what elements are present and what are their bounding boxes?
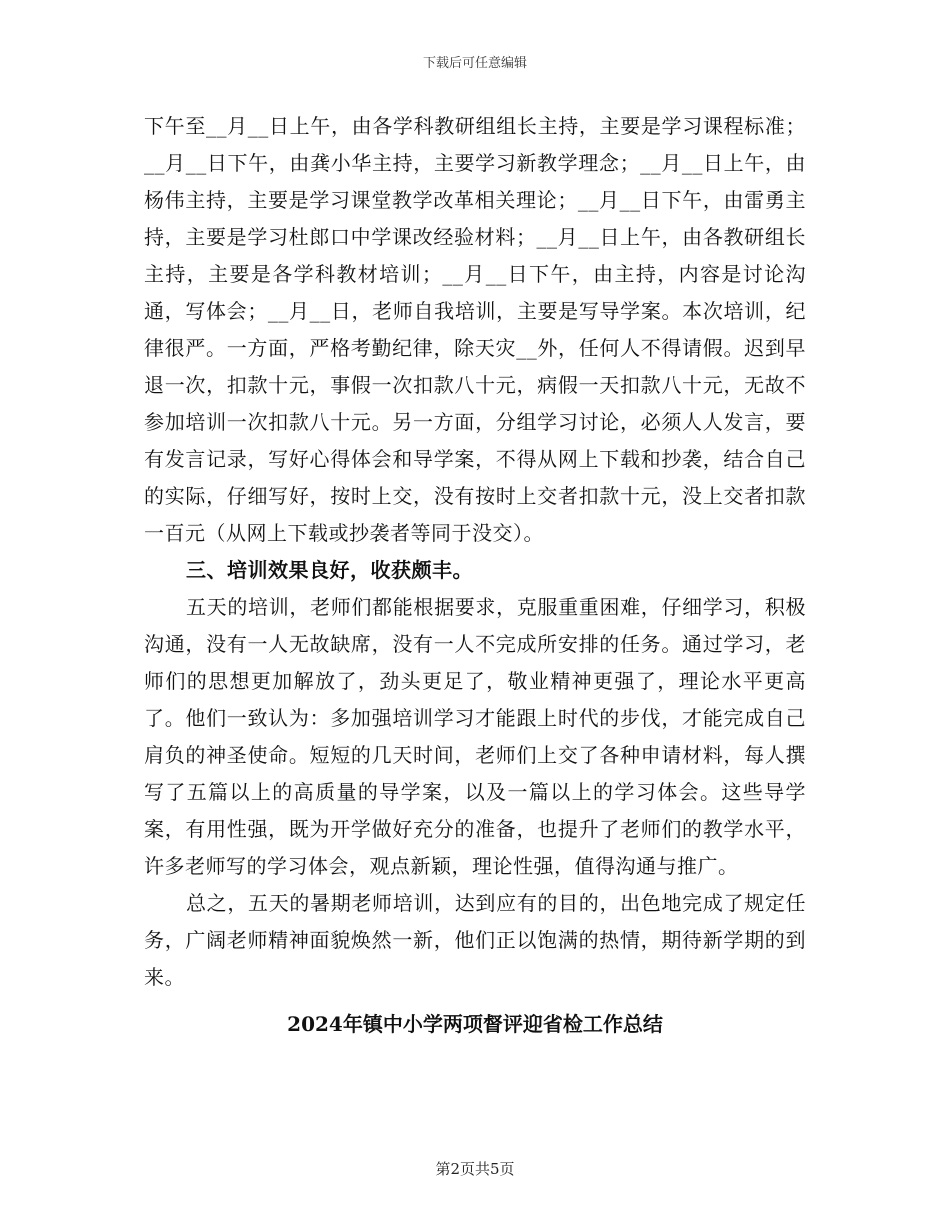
- page-number: 第2页共5页: [435, 1160, 515, 1178]
- paragraph-results: 五天的培训，老师们都能根据要求，克服重重困难，仔细学习，积极沟通，没有一人无故缺席，没有一人不完成所安排的任务。通过学习，老师们的思想更加解放了，劲头更足了，敬业精神更强了，理论水平更高了。他们一致认为：多加强培训学习才能跟上时代的步伐，才能完成自己肩负的神圣使命。短短的几天时间，老师们上交了各种申请材料，每人撰写了五篇以上的高质量的导学案，以及一篇以上的学习体会。这些导学案，有用性强，既为开学做好充分的准备，也提升了老师们的教学水平，许多老师写的学习体会，观点新颖，理论性强，值得沟通与推广。: [144, 595, 806, 878]
- paragraph-conclusion: 总之，五天的暑期老师培训，达到应有的目的，出色地完成了规定任务，广阔老师精神面貌焕然一新，他们正以饱满的热情，期待新学期的到来。: [144, 891, 806, 989]
- paragraph-schedule: 下午至__月__日上午，由各学科教研组组长主持，主要是学习课程标准；__月__日下午，由龚小华主持，主要学习新教学理念；__月__日上午，由杨伟主持，主要是学习课堂教学改革相关理论；__月__日下午，由雷勇主持，主要是学习杜郎口中学课改经验材料；__月__日上午，由各教研组长主持，主要是各学科教材培训；__月__日下午，由主持，内容是讨论沟通，写体会；__月__日，老师自我培训，主要是写导学案。本次培训，纪律很严。一方面，严格考勤纪律，除天灾__外，任何人不得请假。迟到早退一次，扣款十元，事假一次扣款八十元，病假一天扣款八十元，无故不参加培训一次扣款八十元。另一方面，分组学习讨论，必须人人发言，要有发言记录，写好心得体会和导学案，不得从网上下载和抄袭，结合自己的实际，仔细写好，按时上交，没有按时上交者扣款十元，没上交者扣款一百元（从网上下载或抄袭者等同于没交）。: [144, 114, 806, 545]
- section-heading-3: 三、培训效果良好，收获颇丰。: [186, 558, 473, 582]
- document-body: [144, 108, 806, 1043]
- page-header-note: 下载后可任意编辑: [422, 56, 527, 71]
- next-document-title: 2024年镇中小学两项督评迎省检工作总结: [287, 1012, 663, 1036]
